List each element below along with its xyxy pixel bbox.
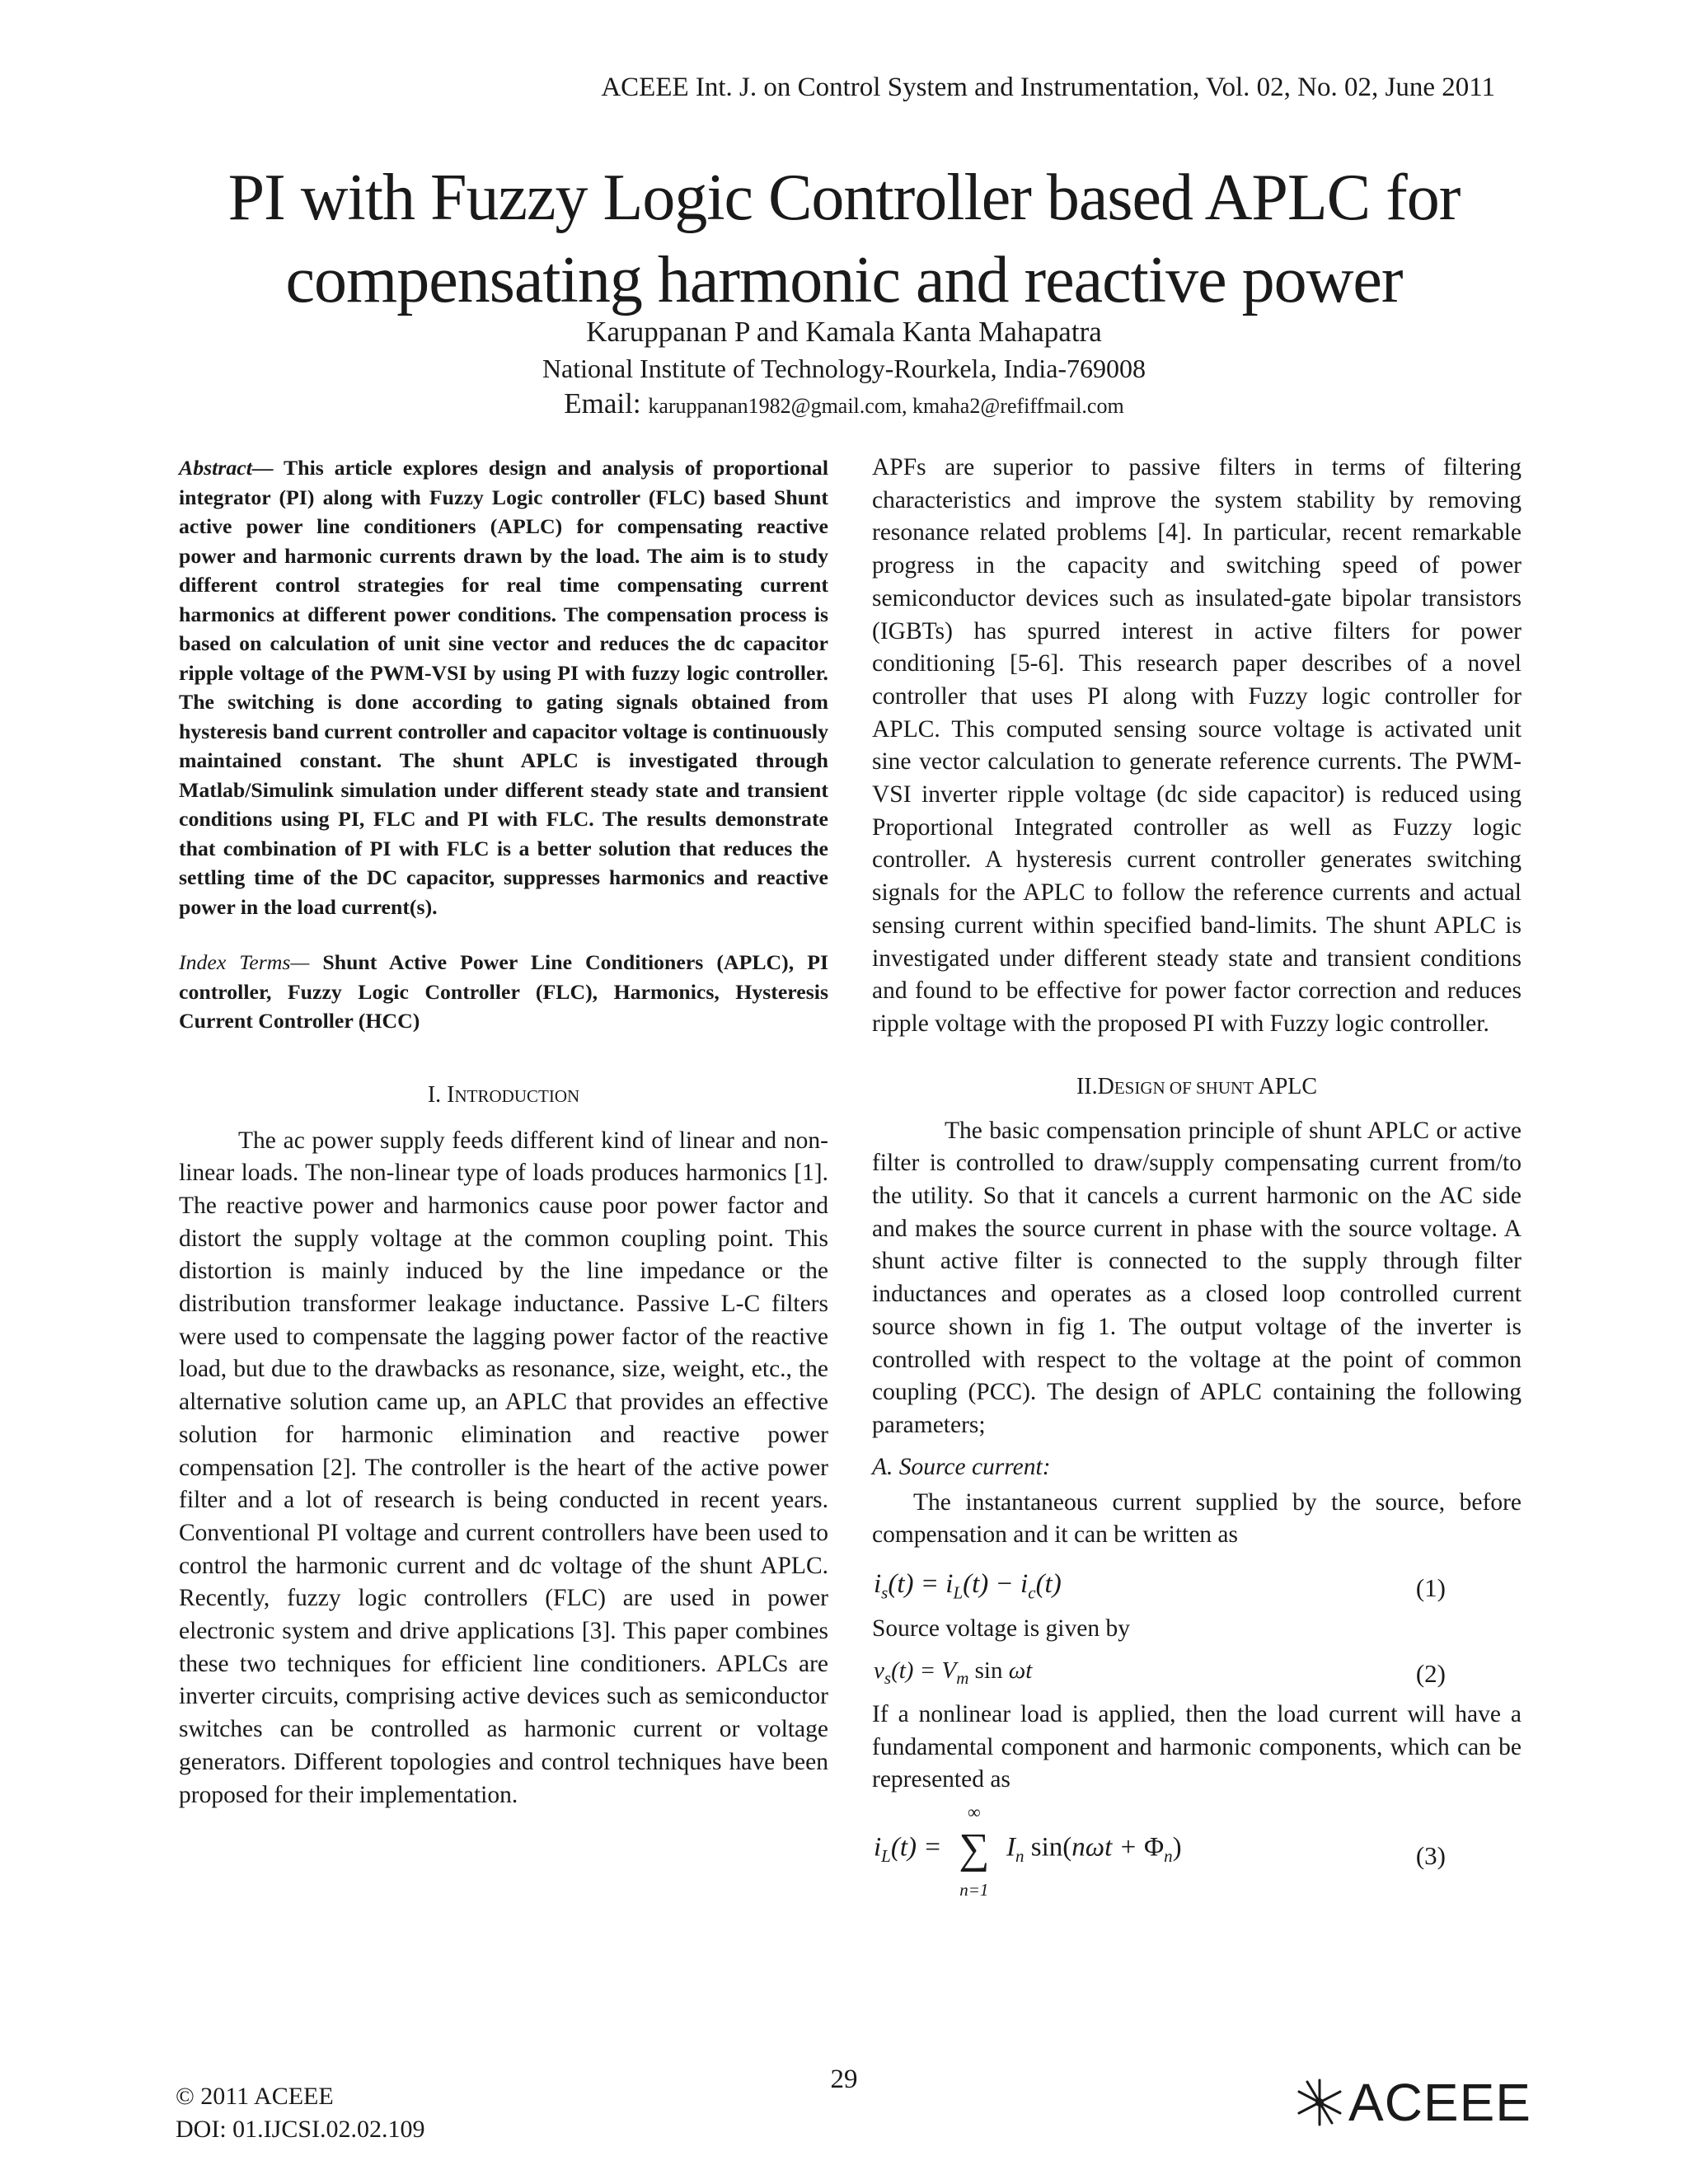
section-heading-design — [872, 1074, 1522, 1100]
section-heading-introduction — [179, 1082, 828, 1108]
equation-1-number: (1) — [1415, 1573, 1446, 1603]
copyright: © 2011 ACEEE — [176, 2083, 334, 2110]
equation-3-number: (3) — [1415, 1840, 1446, 1870]
right-column — [872, 452, 1522, 1899]
abstract-text: This article explores design and analysis of proportional integrator (PI) along with Fuzzy Logic controller (FLC) based Shunt active power line conditioners (APLC) for compensating reactive power and harmonic currents drawn by the load. The aim is to study different control strategies for real time compensating current harmonics at different power conditions. The compensation process is based on calculation of unit sine vector and reduces the dc capacitor ripple voltage of the PWM-VSI by using PI with fuzzy logic controller. The switching is done according to gating signals obtained from hysteresis band current controller and capacitor voltage is continuously maintained constant. The shunt APLC is investigated through Matlab/Simulink simulation under different steady state and transient conditions using PI, FLC and PI with FLC. The results demonstrate that combination of PI with FLC is a better solution that reduces the settling time of the DC capacitor, suppresses harmonics and reactive power in the load current(s). — [179, 456, 828, 919]
index-terms — [179, 948, 828, 1036]
section-title: NTRODUCTION — [454, 1085, 580, 1106]
left-column — [179, 453, 828, 1811]
index-terms-text: Shunt Active Power Line Conditioners (APLC), PI controller, Fuzzy Logic Controller (FLC), Harmonics, Hysteresis Current Controller (HCC) — [179, 950, 829, 1033]
index-terms-lead: Index Terms— — [179, 950, 310, 974]
title-line-2: compensating harmonic and reactive power — [285, 244, 1403, 316]
load-current-text: If a nonlinear load is applied, then the load current will have a fundamental component and harmonic components, which can be represented as — [872, 1700, 1522, 1793]
section-number: I. I — [427, 1081, 455, 1108]
section-title-end: APLC — [1254, 1073, 1318, 1099]
title-line-1: PI with Fuzzy Logic Controller based APLC for — [227, 162, 1461, 234]
footer-left — [176, 2080, 425, 2146]
equation-2-expression: $v_s(t) = V_m$ sin ωt — [874, 1657, 1033, 1688]
affiliation: National Institute of Technology-Rourkela, India-769008 — [542, 354, 1146, 383]
abstract-lead: Abstract— — [179, 456, 274, 480]
email-addresses[interactable]: karuppanan1982@gmail.com, kmaha2@refiffmail.com — [648, 394, 1124, 418]
design-paragraph: The basic compensation principle of shunt APLC or active filter is controlled to draw/supply compensating current from/to the utility. So that it cancels a current harmonic on the AC side and makes the source current in phase with the source voltage. A shunt active filter is connected to the supply through filter inductances and operates as a closed loop controlled current source shown in fig 1. The output voltage of the inverter is controlled with respect to the voltage at the point of common coupling (PCC). The design of APLC containing the following parameters; — [872, 1117, 1522, 1438]
subsection-heading-source-current: A. Source current: — [872, 1453, 1051, 1480]
intro-paragraph: The ac power supply feeds different kind of linear and non-linear loads. The non-linear type of loads produces harmonics [1]. The reactive power and harmonics cause poor power factor and distort the supply voltage at the common coupling point. This distortion is mainly induced by the line impedance or the distribution transformer leakage inductance. Passive L-C filters were used to compensate the lagging power factor of the reactive load, but due to the drawbacks as resonance, size, weight, etc., the alternative solution came up, an APLC that provides an effective solution for harmonic elimination and reactive power compensation [2]. The controller is the heart of the active power filter and a lot of research is being conducted in recent years. Conventional PI voltage and current controllers have been used to control the harmonic current and dc voltage of the shunt APLC. Recently, fuzzy logic controllers (FLC) are used in power electronic system and drive applications [3]. This paper combines these two techniques for efficient line conditioners. APLCs are inverter circuits, comprising active devices such as semiconductor switches can be controlled as harmonic current or voltage generators. Different topologies and control techniques have been proposed for their implementation. — [179, 1127, 828, 1808]
section-title: ESIGN OF SHUNT — [1114, 1077, 1254, 1098]
equation-1-expression: $i_s(t) = i_L(t) - i_c(t)$ — [874, 1568, 1062, 1603]
equation-3-expression: $i_L(t)$ = ∞ ∑ n=1 $I_n$ $\sin(n\omega t + \Phi_n)$ — [874, 1801, 1182, 1900]
page-number: 29 — [830, 2064, 858, 2094]
aceee-logo — [1292, 2072, 1531, 2133]
section-number: II.D — [1076, 1073, 1114, 1099]
running-head: ACEEE Int. J. on Control System and Instrumentation, Vol. 02, No. 02, June 2011 — [601, 73, 1495, 102]
email-label: Email: — [564, 387, 641, 419]
source-voltage-text: Source voltage is given by — [872, 1615, 1130, 1643]
equation-2 — [872, 1656, 1522, 1695]
doi: DOI: 01.IJCSI.02.02.109 — [176, 2116, 425, 2143]
logo-text: ACEEE — [1348, 2073, 1531, 2132]
summation-symbol: ∞ ∑ n=1 — [959, 1801, 990, 1900]
authors: Karuppanan P and Kamala Kanta Mahapatra — [586, 316, 1102, 348]
equation-3 — [872, 1801, 1522, 1900]
email-line — [0, 387, 1688, 420]
right-intro-paragraph: APFs are superior to passive filters in terms of filtering characteristics and improve the system stability by removing resonance related problems [4]. In particular, recent remarkable progress in the capacity and switching speed of power semiconductor devices such as insulated-gate bipolar transistors (IGBTs) has spurred interest in active filters for power conditioning [5-6]. This research paper describes of a novel controller that uses PI along with Fuzzy logic controller for APLC. This computed sensing source voltage is activated unit sine vector calculation to generate reference currents. The PWM-VSI inverter ripple voltage (dc side capacitor) is reduced using Proportional Integrated controller as well as Fuzzy logic controller. A hysteresis current controller generates switching signals for the APLC to follow the reference currents and actual sensing current within specified band-limits. The shunt APLC is investigated under different steady state and transient conditions and found to be effective for power factor correction and reduces ripple voltage with the proposed PI with Fuzzy logic controller. — [872, 454, 1522, 1037]
equation-1 — [872, 1562, 1522, 1610]
equation-2-number: (2) — [1415, 1658, 1446, 1688]
paper-title — [0, 157, 1688, 321]
source-current-intro: The instantaneous current supplied by the source, before compensation and it can be written as — [872, 1488, 1522, 1549]
star-icon — [1292, 2075, 1347, 2130]
abstract — [179, 453, 828, 921]
